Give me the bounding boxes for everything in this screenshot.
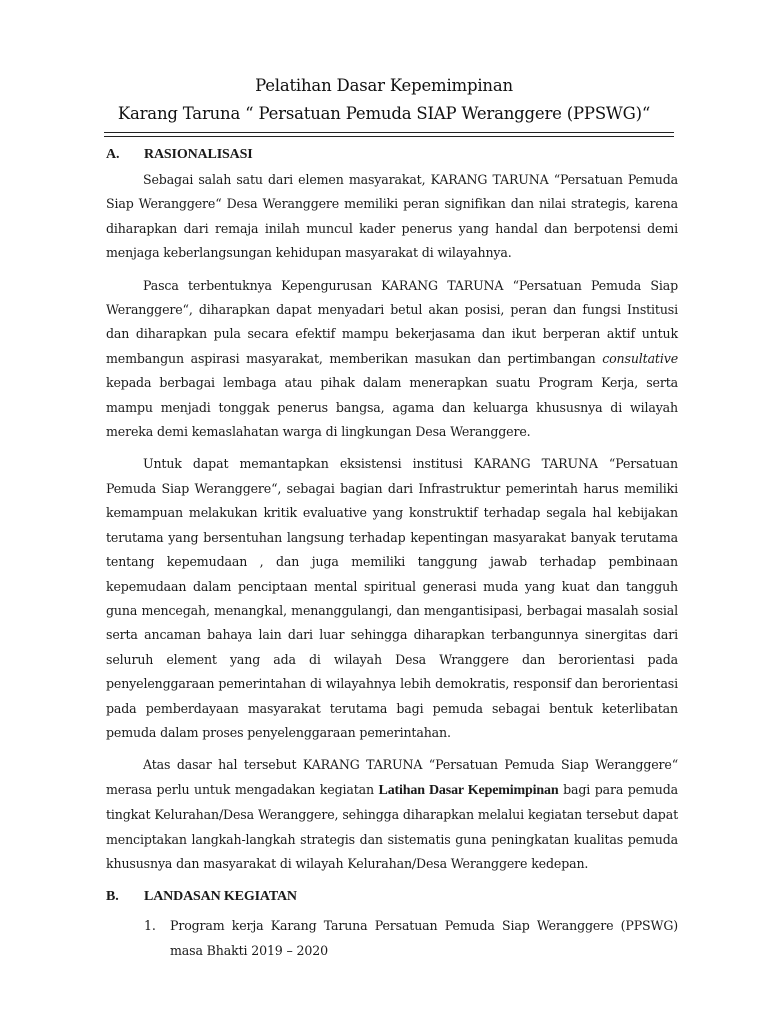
- paragraph-2: [106, 274, 678, 445]
- list-item: [144, 914, 678, 963]
- document-body: [106, 142, 678, 963]
- section-heading-rasionalisasi: [106, 142, 678, 168]
- paragraph-2-text-a: Pasca terbentuknya Kepengurusan KARANG TARUNA “Persatuan Pemuda Siap Weranggere“, diharapkan dapat menyadari betul akan posisi, peran dan fungsi Institusi dan diharapkan pula secara efektif mampu bekerjasama dan ikut berperan aktif untuk membangun aspirasi masyarakat, memberikan masukan dan pertimbangan: [106, 277, 678, 366]
- italic-term: consultative: [602, 350, 678, 366]
- document-subtitle: Karang Taruna “ Persatuan Pemuda SIAP Weranggere (PPSWG)“: [117, 104, 651, 123]
- section-letter: A.: [106, 146, 120, 162]
- section-letter: B.: [106, 889, 119, 905]
- header-double-rule-top: [104, 132, 674, 133]
- paragraph-1: Sebagai salah satu dari elemen masyarakat, KARANG TARUNA “Persatuan Pemuda Siap Weranggere“ Desa Weranggere memiliki peran signifikan dan nilai strategis, karena diharapkan dari remaja inilah muncul kader penerus yang handal dan berpotensi demi menjaga keberlangsungan kehidupan masyarakat di wilayahnya.: [106, 172, 678, 261]
- section-heading-landasan: [106, 884, 678, 910]
- header-double-rule-bottom: [104, 136, 674, 137]
- section-title: LANDASAN KEGIATAN: [144, 889, 297, 905]
- paragraph-4: [106, 753, 678, 876]
- paragraph-4-text-b: bagi para pemuda tingkat Kelurahan/Desa Weranggere, sehingga diharapkan melalui kegiatan tersebut dapat menciptakan langkah-langkah strategis dan sistematis guna peningkatan kualitas pemuda khususnya dan masyarakat di wilayah Kelurahan/Desa Weranggere kedepan.: [106, 781, 678, 871]
- paragraph-4-text-a: Atas dasar hal tersebut KARANG TARUNA “Persatuan Pemuda Siap Weranggere“ merasa perlu untuk mengadakan kegiatan: [106, 757, 678, 797]
- section-title: RASIONALISASI: [144, 146, 253, 162]
- list-number: 1.: [144, 918, 156, 934]
- list-text: Program kerja Karang Taruna Persatuan Pemuda Siap Weranggere (PPSWG) masa Bhakti 2019 – 2020: [170, 918, 678, 958]
- document-title: Pelatihan Dasar Kepemimpinan: [255, 76, 513, 95]
- bold-term: Latihan Dasar Kepemimpinan: [378, 782, 559, 798]
- paragraph-3: Untuk dapat memantapkan eksistensi institusi KARANG TARUNA “Persatuan Pemuda Siap Weranggere“, sebagai bagian dari Infrastruktur pemerintah harus memiliki kemampuan melakukan kritik evaluative yang konstruktif terhadap segala hal kebijakan terutama yang bersentuhan langsung terhadap kepentingan masyarakat banyak terutama tentang kepemudaan , dan juga memiliki tanggung jawab terhadap pembinaan kepemudaan dalam penciptaan mental spiritual generasi muda yang kuat dan tangguh guna mencegah, menangkal, menanggulangi, dan mengantisipasi, berbagai masalah sosial serta ancaman bahaya lain dari luar sehingga diharapkan terbangunnya sinergitas dari seluruh element yang ada di wilayah Desa Wranggere dan berorientasi pada penyelenggaraan pemerintahan di wilayahnya lebih demokratis, responsif dan berorientasi pada pemberdayaan masyarakat terutama bagi pemuda sebagai bentuk keterlibatan pemuda dalam proses penyelenggaraan pemerintahan.: [106, 456, 678, 740]
- paragraph-2-text-b: kepada berbagai lembaga atau pihak dalam menerapkan suatu Program Kerja, serta mampu menjadi tonggak penerus bangsa, agama dan keluarga khususnya di wilayah mereka demi kemaslahatan warga di lingkungan Desa Weranggere.: [106, 375, 678, 440]
